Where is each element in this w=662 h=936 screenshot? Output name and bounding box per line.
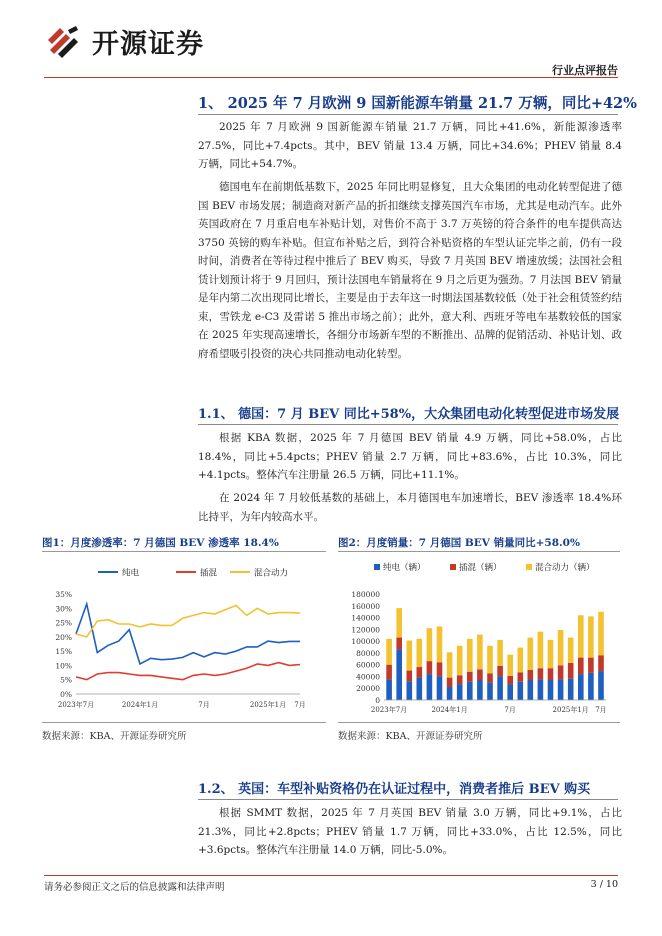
bar-segment-2: [457, 675, 463, 684]
bar-segment-2: [588, 658, 594, 673]
bar-segment-1: [568, 679, 574, 700]
figure-2-stacked-bar-chart: [338, 556, 620, 716]
bar-segment-3: [386, 639, 392, 665]
figure-2-caption-rule: [338, 551, 620, 552]
x-tick-label: 2025年1月: [552, 706, 589, 714]
bar-segment-2: [558, 665, 564, 679]
bar-segment-3: [548, 640, 554, 668]
x-tick-label: 7月: [504, 706, 516, 714]
bar-segment-2: [447, 678, 453, 687]
y-tick-label: 100000: [351, 637, 380, 647]
bar-segment-3: [598, 612, 604, 656]
bar-segment-2: [487, 674, 493, 683]
y-tick-label: 5%: [60, 675, 72, 685]
bar-segment-2: [407, 671, 413, 682]
bar-segment-2: [538, 668, 544, 679]
y-tick-label: 0%: [60, 690, 72, 699]
figure-1-caption: 图1：月度渗透率：7 月德国 BEV 渗透率 18.4%: [42, 537, 279, 549]
bar-segment-3: [507, 655, 513, 676]
bar-segment-2: [477, 669, 483, 680]
footer-disclaimer: 请务必参阅正文之后的信息披露和法律声明: [44, 882, 225, 893]
series-line-3: [76, 605, 300, 637]
bar-segment-2: [417, 667, 423, 678]
section-1-2-paragraph-1: 根据 SMMT 数据，2025 年 7 月英国 BEV 销量 3.0 万辆，同比+9.1%，占比 21.3%，同比+2.8pcts；PHEV 销量 1.7 万辆，同比+33.0%，占比 12.5%，同比+3.6pcts。整体汽车注册量 14.0 万辆，同比-5.0%。: [198, 807, 622, 856]
bar-segment-1: [598, 671, 604, 700]
bar-segment-3: [538, 632, 544, 669]
bar-segment-2: [598, 655, 604, 671]
bar-segment-3: [437, 626, 443, 662]
bar-segment-1: [528, 680, 534, 700]
bar-segment-1: [457, 684, 463, 700]
document-type: 行业点评报告: [552, 64, 618, 77]
bar-segment-3: [497, 640, 503, 666]
bar-segment-2: [568, 663, 574, 679]
bar-segment-3: [457, 646, 463, 675]
bar-segment-3: [407, 641, 413, 671]
legend-label-2: 插混（辆）: [459, 563, 502, 573]
bar-segment-2: [518, 672, 524, 681]
bar-segment-2: [467, 672, 473, 682]
y-tick-label: 80000: [356, 648, 380, 658]
bar-segment-2: [507, 676, 513, 684]
section-1-1-paragraph-2: 在 2024 年 7 月较低基数的基础上，本月德国电车加速增长，BEV 渗透率 18.4%环比持平，为年内较高水平。: [198, 492, 622, 523]
legend-swatch-1: [374, 564, 380, 570]
bar-segment-2: [386, 665, 392, 680]
figure-2-bottom-rule: [338, 722, 620, 723]
footer-divider: [44, 875, 618, 876]
bar-segment-1: [578, 674, 584, 700]
bar-segment-1: [538, 679, 544, 700]
bar-segment-3: [477, 635, 483, 670]
y-tick-label: 180000: [351, 590, 380, 599]
header-divider: [44, 77, 618, 78]
x-tick-label: 7月: [198, 701, 210, 709]
bar-segment-2: [578, 658, 584, 675]
legend-label-2: 插混: [200, 568, 218, 579]
section-1-title: 1、 2025 年 7 月欧洲 9 国新能源车销量 21.7 万辆，同比+42%: [198, 95, 637, 112]
bar-segment-1: [477, 680, 483, 700]
x-tick-label: 2023年7月: [57, 701, 95, 709]
bar-segment-2: [396, 638, 402, 650]
bar-segment-1: [548, 680, 554, 700]
bar-segment-1: [407, 681, 413, 700]
y-tick-label: 0: [375, 696, 380, 705]
y-tick-label: 120000: [351, 625, 380, 635]
bar-segment-1: [396, 649, 402, 700]
legend-label-3: 混合动力（辆）: [535, 563, 595, 573]
bar-segment-2: [427, 661, 433, 674]
bar-segment-3: [487, 646, 493, 674]
logo-mark-icon: [46, 24, 86, 60]
bar-segment-1: [497, 676, 503, 700]
y-tick-label: 20%: [55, 632, 72, 642]
y-tick-label: 30%: [55, 604, 72, 614]
bar-segment-3: [518, 648, 524, 673]
bar-segment-3: [396, 608, 402, 637]
bar-segment-1: [588, 673, 594, 700]
section-1-2-title: 1.2、 英国：车型补贴资格仍在认证过程中，消费者推后 BEV 购买: [198, 782, 591, 797]
x-tick-label: 2025年1月: [249, 701, 287, 709]
bar-segment-1: [417, 678, 423, 700]
company-name: 开源证券: [92, 29, 204, 60]
section-1-1-title: 1.1、 德国：7 月 BEV 同比+58%，大众集团电动化转型促进市场发展: [198, 407, 620, 422]
y-tick-label: 160000: [351, 601, 380, 611]
bar-segment-3: [578, 615, 584, 657]
y-tick-label: 40000: [356, 672, 380, 682]
y-tick-label: 140000: [351, 613, 380, 623]
section-1-rule: [198, 114, 618, 115]
bar-segment-3: [568, 638, 574, 663]
bar-segment-2: [437, 662, 443, 676]
section-1-paragraph-2: 德国电车在前期低基数下，2025 年同比明显修复，且大众集团的电动化转型促进了德国 BEV 市场发展；制造商对新产品的折扣继续支撑英国汽车市场，尤其是电动汽车。此外英国政府在 7 月重启电车补贴计划，对售价不高于 3.7 万英镑的符合条件的电车提供高达 3750 英镑的购车补贴。但宣布补贴之后，到符合补贴资格的车型认证完毕之前，仍有一段时间，消费者在等待过程中推后了 BEV 购买，导致 7 月英国 BEV 增速放缓；法国社会租赁计划预计将于 9 月回归，预计法国电车销量将在 9 月之后更为强劲。7 月法国 BEV 销量是年内第二次出现同比增长，主要是由于去年这一时期法国基数较低（处于社会租赁签约结束，雪铁龙 e-C3 及雷诺 5 推出市场之前）；此外，意大利、西班牙等电车基数较低的国家在 2025 年实现高速增长，各细分市场新车型的不断推出、品牌的促销活动、补贴计划、政府希望吸引投资的决心共同推动电动化转型。: [198, 181, 622, 360]
bar-segment-3: [417, 639, 423, 667]
figure-2-caption: 图2：月度销量：7 月德国 BEV 销量同比+58.0%: [338, 537, 580, 549]
bar-segment-1: [386, 679, 392, 700]
bar-segment-2: [497, 666, 503, 677]
section-1-1-rule: [198, 424, 618, 425]
series-line-2: [76, 663, 300, 680]
figure-1-caption-rule: [42, 551, 326, 552]
figure-1-line-chart: [42, 556, 326, 716]
x-tick-label: 2023年7月: [370, 706, 408, 714]
bar-segment-1: [467, 682, 473, 700]
bar-segment-1: [447, 687, 453, 700]
company-logo: [46, 22, 204, 61]
legend-swatch-3: [526, 564, 532, 570]
bar-segment-2: [548, 668, 554, 680]
section-1-paragraph-1: 2025 年 7 月欧洲 9 国新能源车销量 21.7 万辆，同比+41.6%，新能源渗透率 27.5%，同比+7.4pcts。其中，BEV 销量 13.4 万辆，同比+34.6%；PHEV 销量 8.4 万辆，同比+54.7%。: [198, 121, 622, 170]
bar-segment-3: [588, 616, 594, 657]
bar-segment-3: [467, 639, 473, 672]
bar-segment-1: [558, 679, 564, 700]
bar-segment-3: [447, 652, 453, 677]
figure-2-source: 数据来源：KBA、开源证券研究所: [338, 731, 483, 742]
x-tick-label: 7月: [595, 706, 607, 714]
legend-label-1: 纯电（辆）: [383, 563, 426, 573]
y-tick-label: 25%: [55, 618, 72, 628]
bar-segment-3: [528, 638, 534, 670]
y-tick-label: 10%: [55, 661, 72, 671]
y-tick-label: 35%: [55, 590, 72, 599]
bar-segment-1: [487, 682, 493, 700]
figure-1-source: 数据来源：KBA、开源证券研究所: [42, 731, 187, 742]
legend-label-1: 纯电: [122, 568, 140, 579]
bar-segment-2: [528, 670, 534, 680]
bar-segment-3: [558, 630, 564, 665]
x-tick-label: 2024年1月: [431, 706, 468, 714]
section-1-1-paragraph-1: 根据 KBA 数据，2025 年 7 月德国 BEV 销量 4.9 万辆，同比+58.0%，占比 18.4%，同比+5.4pcts；PHEV 销量 2.7 万辆，同比+83.6%，占比 10.3%，同比+4.1pcts。整体汽车注册量 26.5 万辆，同比+11.1%。: [198, 432, 622, 481]
y-tick-label: 20000: [356, 684, 380, 694]
figure-1-bottom-rule: [42, 722, 326, 723]
bar-segment-1: [507, 684, 513, 700]
y-tick-label: 15%: [55, 647, 72, 657]
bar-segment-1: [427, 674, 433, 700]
bar-segment-3: [427, 628, 433, 661]
bar-segment-1: [437, 676, 443, 700]
section-1-2-rule: [198, 799, 618, 800]
bar-segment-1: [518, 682, 524, 700]
x-tick-label: 2024年1月: [121, 701, 159, 709]
x-tick-label: 7月: [294, 701, 306, 709]
y-tick-label: 60000: [356, 660, 380, 670]
page-number: 3 / 10: [590, 879, 618, 890]
legend-swatch-2: [450, 564, 456, 570]
legend-label-3: 混合动力: [254, 568, 289, 579]
